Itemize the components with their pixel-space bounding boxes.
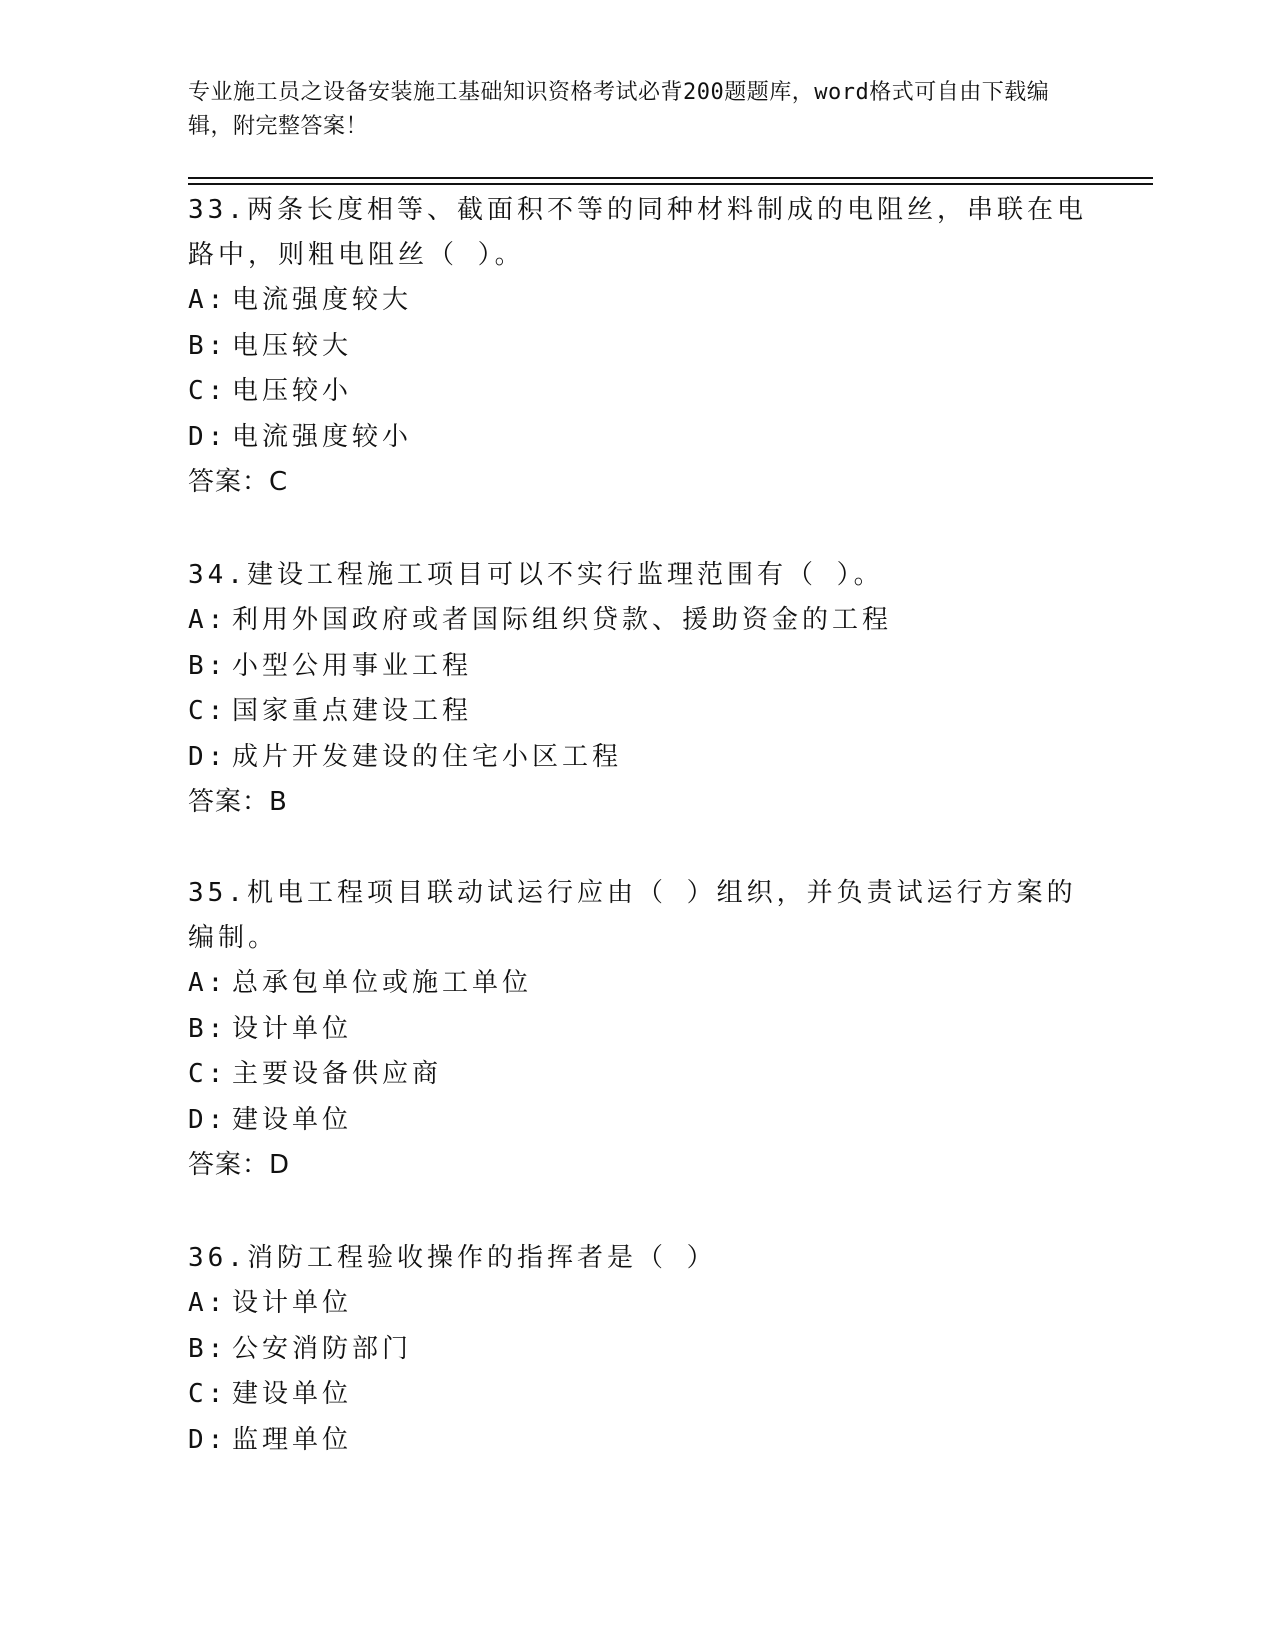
option-b bbox=[188, 644, 1088, 690]
option-text: 公安消防部门 bbox=[232, 1333, 413, 1364]
option-letter: B: bbox=[188, 1333, 228, 1364]
option-letter: C: bbox=[188, 1379, 228, 1409]
header-rule-top bbox=[188, 177, 1153, 179]
option-text: 利用外国政府或者国际组织贷款、援助资金的工程 bbox=[232, 605, 893, 635]
header-rule-bottom bbox=[188, 183, 1153, 185]
option-text: 主要设备供应商 bbox=[232, 1059, 443, 1089]
question-text: 34.建设工程施工项目可以不实行监理范围有（ ）。 bbox=[188, 560, 884, 590]
option-text: 建设单位 bbox=[232, 1104, 353, 1135]
question-34 bbox=[188, 553, 1088, 825]
option-letter: A: bbox=[188, 285, 228, 315]
option-text: 总承包单位或施工单位 bbox=[232, 968, 533, 998]
question-text: 35.机电工程项目联动试运行应由（ ）组织，并负责试运行方案的编制。 bbox=[188, 878, 1077, 953]
option-b bbox=[188, 1327, 1088, 1373]
option-text: 电压较大 bbox=[232, 330, 353, 361]
answer-line: 答案：D bbox=[188, 1150, 291, 1180]
option-letter: C: bbox=[188, 1059, 228, 1089]
answer-line: 答案：B bbox=[188, 787, 288, 817]
option-text: 电流强度较小 bbox=[232, 421, 413, 452]
option-text: 国家重点建设工程 bbox=[232, 696, 473, 726]
option-a bbox=[188, 961, 1088, 1007]
option-text: 电流强度较大 bbox=[232, 285, 413, 315]
option-a bbox=[188, 598, 1088, 644]
option-d bbox=[188, 735, 1088, 781]
option-c bbox=[188, 689, 1088, 735]
option-text: 建设单位 bbox=[232, 1379, 353, 1409]
option-b bbox=[188, 1007, 1088, 1053]
document-header: 专业施工员之设备安装施工基础知识资格考试必背200题题库，word格式可自由下载编辑，附完整答案！ bbox=[188, 80, 1050, 139]
question-33 bbox=[188, 188, 1088, 505]
question-36 bbox=[188, 1236, 1088, 1463]
option-letter: A: bbox=[188, 605, 228, 635]
option-text: 小型公用事业工程 bbox=[232, 650, 473, 681]
option-text: 电压较小 bbox=[232, 376, 353, 406]
option-letter: C: bbox=[188, 696, 228, 726]
option-c bbox=[188, 1372, 1088, 1418]
question-text: 33.两条长度相等、截面积不等的同种材料制成的电阻丝，串联在电路中，则粗电阻丝（ ）。 bbox=[188, 195, 1087, 270]
option-letter: C: bbox=[188, 376, 228, 406]
option-letter: D: bbox=[188, 741, 228, 772]
question-text: 36.消防工程验收操作的指挥者是（ ） bbox=[188, 1243, 717, 1273]
option-letter: B: bbox=[188, 650, 228, 681]
option-letter: B: bbox=[188, 330, 228, 361]
option-letter: D: bbox=[188, 421, 228, 452]
option-letter: D: bbox=[188, 1424, 228, 1455]
option-c bbox=[188, 1052, 1088, 1098]
option-a bbox=[188, 1281, 1088, 1327]
option-letter: D: bbox=[188, 1104, 228, 1135]
option-letter: A: bbox=[188, 1288, 228, 1318]
option-a bbox=[188, 278, 1088, 324]
answer-line: 答案：C bbox=[188, 467, 289, 497]
option-d bbox=[188, 1418, 1088, 1464]
option-b bbox=[188, 324, 1088, 370]
option-c bbox=[188, 369, 1088, 415]
option-text: 监理单位 bbox=[232, 1424, 353, 1455]
option-letter: B: bbox=[188, 1013, 228, 1044]
option-letter: A: bbox=[188, 968, 228, 998]
question-35 bbox=[188, 871, 1088, 1188]
option-d bbox=[188, 1098, 1088, 1144]
option-text: 设计单位 bbox=[232, 1288, 353, 1318]
option-d bbox=[188, 415, 1088, 461]
option-text: 设计单位 bbox=[232, 1013, 353, 1044]
option-text: 成片开发建设的住宅小区工程 bbox=[232, 741, 623, 772]
